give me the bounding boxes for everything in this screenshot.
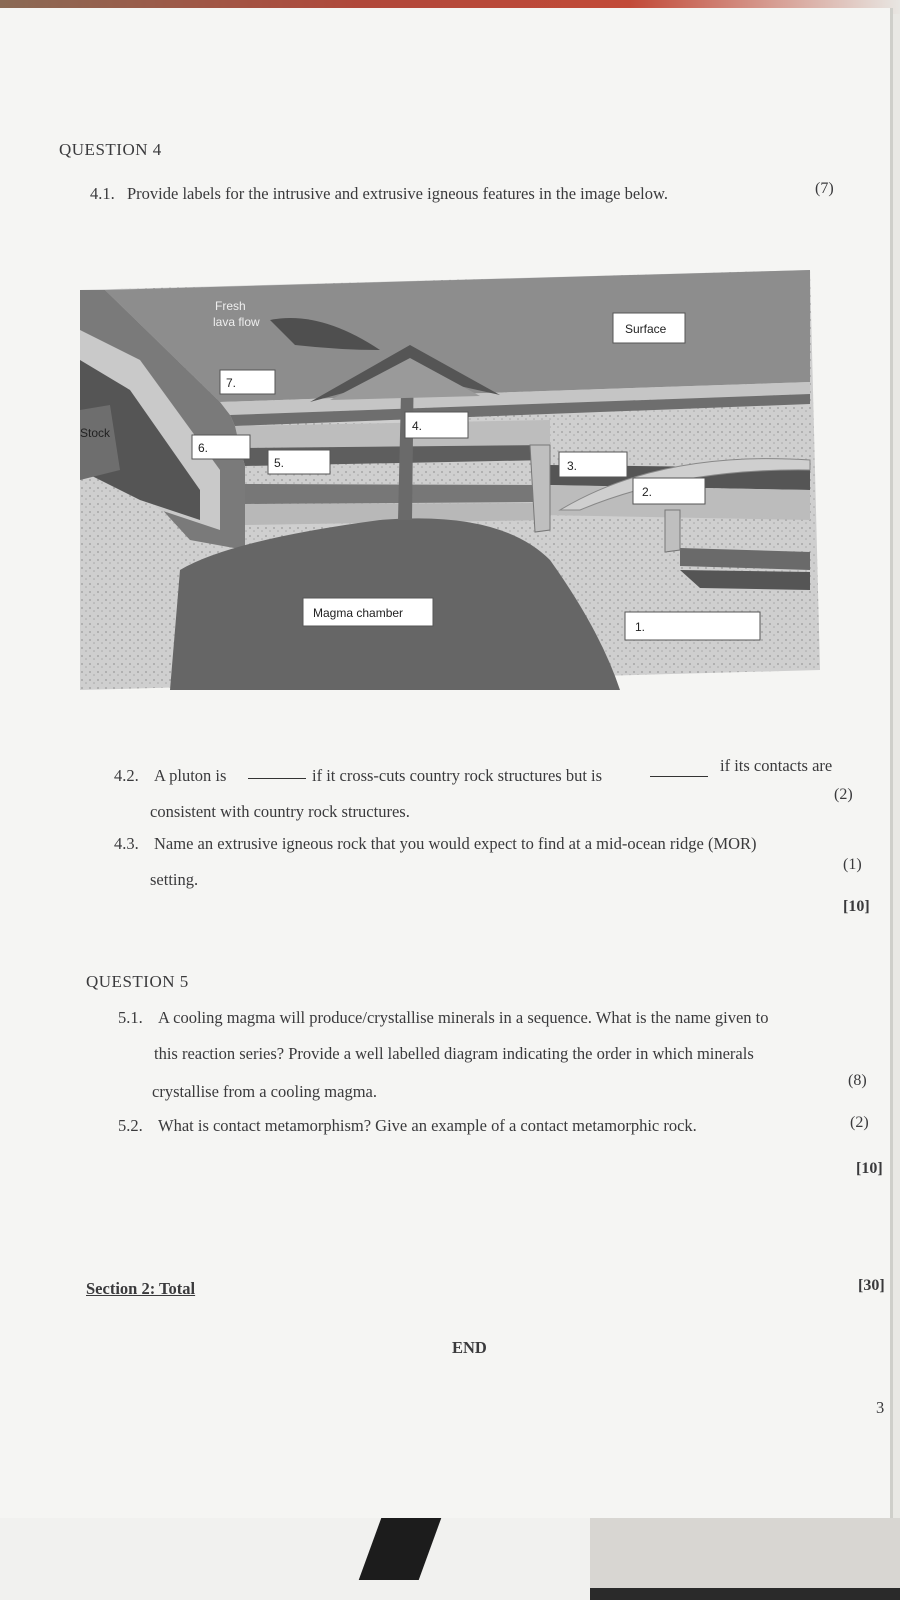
- q52-text: What is contact metamorphism? Give an example of a contact metamorphic rock.: [158, 1116, 697, 1135]
- q43-marks: (1): [843, 856, 862, 873]
- q43-text: Name an extrusive igneous rock that you would expect to find at a mid-ocean ridge (MOR): [154, 834, 757, 853]
- question-4-total: [10]: [843, 898, 870, 915]
- q41-marks: (7): [815, 180, 834, 197]
- q42-text-c: if its contacts are: [720, 756, 833, 775]
- q51-marks: (8): [848, 1072, 867, 1089]
- underlying-sheet-2: [590, 1518, 900, 1588]
- section-total-label: Section 2: Total: [86, 1279, 196, 1298]
- q42-text-d: consistent with country rock structures.: [150, 802, 410, 821]
- q41-number: 4.1.: [90, 184, 115, 203]
- q51-line-1: A cooling magma will produce/crystallise minerals in a sequence. What is the name given to: [158, 1008, 769, 1027]
- label-5: 5.: [274, 456, 285, 470]
- q51-number: 5.1.: [118, 1008, 143, 1027]
- label-7: 7.: [226, 376, 237, 390]
- q42-marks: (2): [834, 786, 853, 803]
- label-2: 2.: [642, 485, 653, 499]
- label-lava-flow: lava flow: [213, 315, 260, 329]
- q51-line-2: this reaction series? Provide a well labelled diagram indicating the order in which minerals: [154, 1044, 754, 1063]
- question-5-heading: QUESTION 5: [86, 972, 189, 991]
- q42-text-a: A pluton is: [154, 766, 227, 785]
- question-5-total: [10]: [856, 1160, 883, 1177]
- q42-number: 4.2.: [114, 766, 139, 785]
- section-total-marks: [30]: [858, 1277, 885, 1294]
- q52-marks: (2): [850, 1114, 869, 1131]
- question-4-heading: QUESTION 4: [59, 140, 162, 159]
- q41-text: Provide labels for the intrusive and extrusive igneous features in the image below.: [127, 184, 668, 203]
- q42-text-b: if it cross-cuts country rock structures but is: [312, 766, 603, 785]
- exam-page: [0, 8, 893, 1540]
- q43-number: 4.3.: [114, 834, 139, 853]
- end-text: END: [452, 1338, 487, 1357]
- underlying-sheet: [0, 1518, 590, 1600]
- label-4: 4.: [412, 419, 423, 433]
- label-6: 6.: [198, 441, 209, 455]
- q43-text-cont: setting.: [150, 870, 199, 889]
- q52-number: 5.2.: [118, 1116, 143, 1135]
- q51-line-3: crystallise from a cooling magma.: [152, 1082, 377, 1101]
- q42-blank-2: [650, 762, 708, 782]
- label-magma-chamber: Magma chamber: [313, 606, 404, 620]
- label-3: 3.: [567, 459, 578, 473]
- q42-blank-1: [248, 764, 306, 784]
- label-surface: Surface: [625, 322, 667, 336]
- igneous-features-figure: [80, 270, 820, 690]
- label-fresh: Fresh: [215, 299, 246, 313]
- page-number: 3: [876, 1398, 885, 1417]
- label-stock: Stock: [80, 426, 111, 440]
- label-1: 1.: [635, 620, 646, 634]
